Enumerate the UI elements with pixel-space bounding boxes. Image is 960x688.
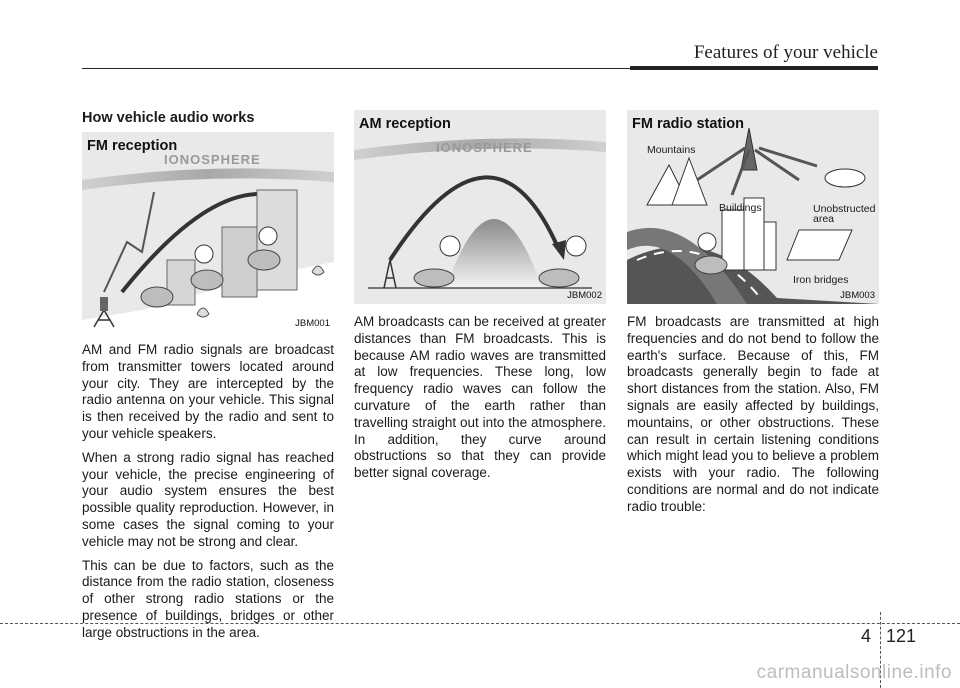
chapter-number: 4 [861, 626, 872, 646]
label-buildings: Buildings [719, 202, 762, 214]
figure-title: AM reception [359, 116, 451, 132]
ionosphere-label: IONOSPHERE [164, 152, 261, 167]
label-mountains: Mountains [647, 144, 696, 156]
header-rule-accent [630, 66, 878, 70]
section-heading: How vehicle audio works [82, 110, 255, 126]
column-1 [82, 110, 334, 642]
figure-code: JBM001 [295, 318, 330, 329]
paragraph: When a strong radio signal has reached your vehicle, the precise engineering of your audio system ensures the best possible quality reproduction. However, in some cases the signal coming to your vehicle may not be strong and clear. [82, 449, 334, 549]
label-unobstructed-line2: area [813, 213, 835, 225]
figure-title: FM reception [87, 138, 178, 154]
page-number: 121 [886, 626, 917, 646]
column-2 [354, 110, 606, 482]
label-unobstructed-area [813, 204, 875, 224]
header-section-title: Features of your vehicle [693, 42, 878, 63]
paragraph: AM and FM radio signals are broadcast from transmitter towers located around your city. They are intercepted by the radio antenna on your vehicle. This signal is then received by the radio and sent to your vehicle speakers. [82, 342, 334, 441]
figure-code: JBM003 [840, 290, 875, 301]
footer-divider [0, 623, 960, 624]
paragraph: This can be due to factors, such as the distance from the radio station, closeness of other strong radio stations or the presence of buildings, bridges or other large obstructions in the area. [82, 557, 334, 640]
figure-am-reception [354, 110, 606, 304]
label-unobstructed-line1: Unobstructed [813, 203, 876, 215]
figure-fm-radio-station [627, 110, 879, 304]
figure-title: FM radio station [632, 116, 744, 132]
paragraph: FM broadcasts are transmitted at high frequencies and do not bend to follow the earth's surface. Because of this, FM broadcasts generally begin to fade at short distances from the station. Also, FM signals are easily affected by buildings, mountains, or other obstructions. These can result in certain listening conditions which might lead you to believe a problem exists with your radio. The following conditions are normal and do not indicate radio trouble: [627, 314, 879, 514]
ionosphere-label: IONOSPHERE [436, 140, 533, 155]
figure-code: JBM002 [567, 290, 602, 301]
figure-fm-reception [82, 132, 334, 332]
watermark: carmanualsonline.info [756, 662, 952, 683]
label-iron-bridges: Iron bridges [793, 274, 849, 286]
column-3 [627, 110, 879, 516]
paragraph: AM broadcasts can be received at greater distances than FM broadcasts. This is because AM radio waves are transmitted at low frequencies. These long, low frequency radio waves can follow the curvature of the earth rather than travelling straight out into the atmosphere. In addition, they curve around obstructions so that they can provide better signal coverage. [354, 314, 606, 481]
